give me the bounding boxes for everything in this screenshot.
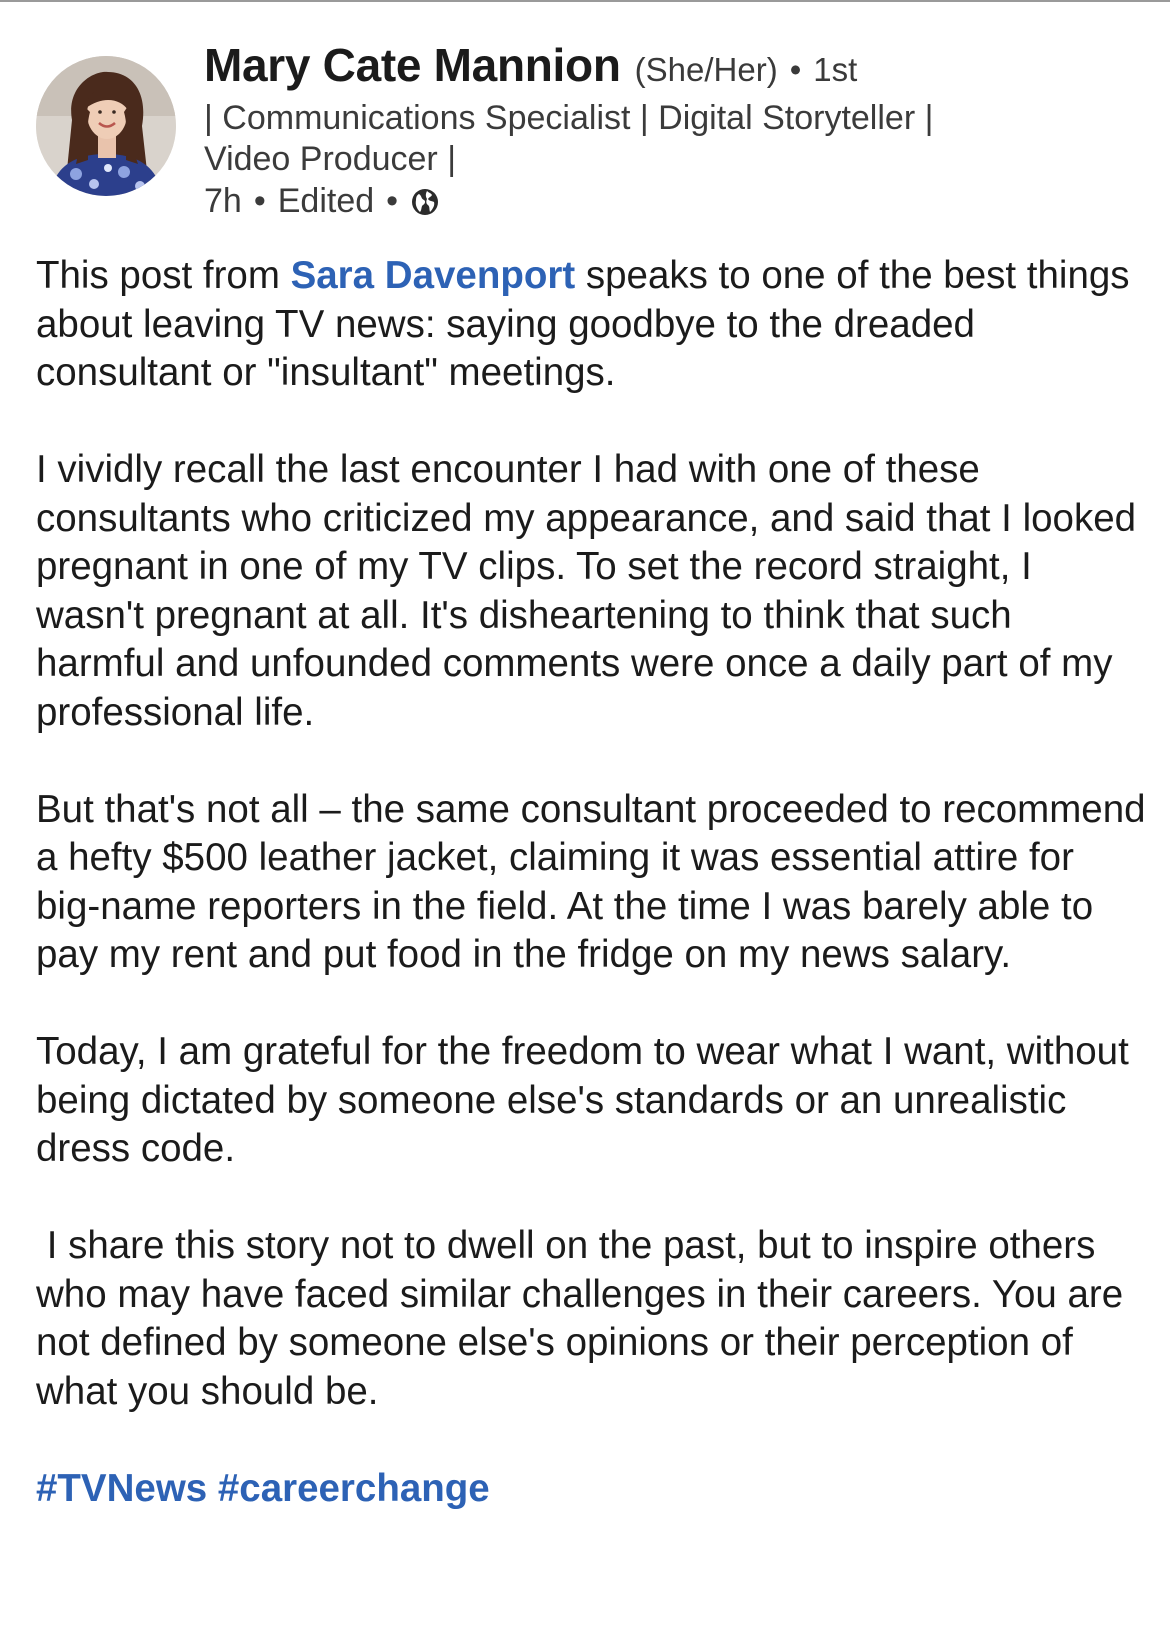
- post-paragraph: Today, I am grateful for the freedom to wear what I want, without being dictated by someone else's standards or an unrealistic dress code.: [36, 1030, 1140, 1170]
- author-headline-line: | Communications Specialist | Digital Storyteller |: [204, 99, 934, 137]
- author-pronouns: (She/Her): [634, 51, 778, 88]
- post-meta: [204, 182, 1104, 221]
- separator-dot: •: [386, 182, 399, 220]
- connection-degree: 1st: [813, 51, 858, 88]
- post-paragraph: I vividly recall the last encounter I had with one of these consultants who criticized my appearance, and said that I looked pregnant in one of my TV clips. To set the record straight, I wasn't pregnant at all. It's disheartening to think that such harmful and unfounded comments were once a daily part of my professional life.: [36, 448, 1147, 734]
- post-body: [36, 252, 1157, 1562]
- post-time: 7h: [204, 182, 242, 220]
- author-name[interactable]: Mary Cate Mannion: [204, 39, 621, 91]
- author-name-line: [204, 38, 1104, 92]
- hashtag-link[interactable]: #careerchange: [217, 1466, 490, 1510]
- separator-dot: •: [253, 182, 266, 220]
- globe-icon: [410, 187, 440, 217]
- hashtag-line: [36, 1465, 1146, 1514]
- post-paragraph: I share this story not to dwell on the past, but to inspire others who may have faced similar challenges in their careers. You are not defined by someone else's opinions or their perception of what you should be.: [36, 1224, 1134, 1413]
- separator-dot: •: [789, 51, 802, 88]
- post-paragraph: [36, 252, 1146, 398]
- post-text: speaks to one of the best things about leaving TV news: saying goodbye to the dreaded consultant or "insultant" meetings.: [36, 254, 1141, 394]
- post-header: [36, 38, 1136, 228]
- hashtag-link[interactable]: #TVNews: [36, 1466, 208, 1510]
- author-block: [204, 38, 1104, 221]
- post-paragraph: But that's not all – the same consultant proceeded to recommend a hefty $500 leather jacket, claiming it was essential attire for big-name reporters in the field. At the time I was barely able to pay my rent and put food in the fridge on my news salary.: [36, 787, 1157, 976]
- post-text: This post from: [36, 254, 291, 297]
- edited-label: Edited: [277, 182, 375, 220]
- avatar-photo: [36, 56, 176, 196]
- top-divider: [0, 0, 1170, 2]
- avatar[interactable]: [36, 56, 176, 196]
- author-headline-line: Video Producer |: [204, 140, 457, 178]
- author-headline: [204, 98, 1024, 180]
- mention-link[interactable]: Sara Davenport: [290, 254, 576, 297]
